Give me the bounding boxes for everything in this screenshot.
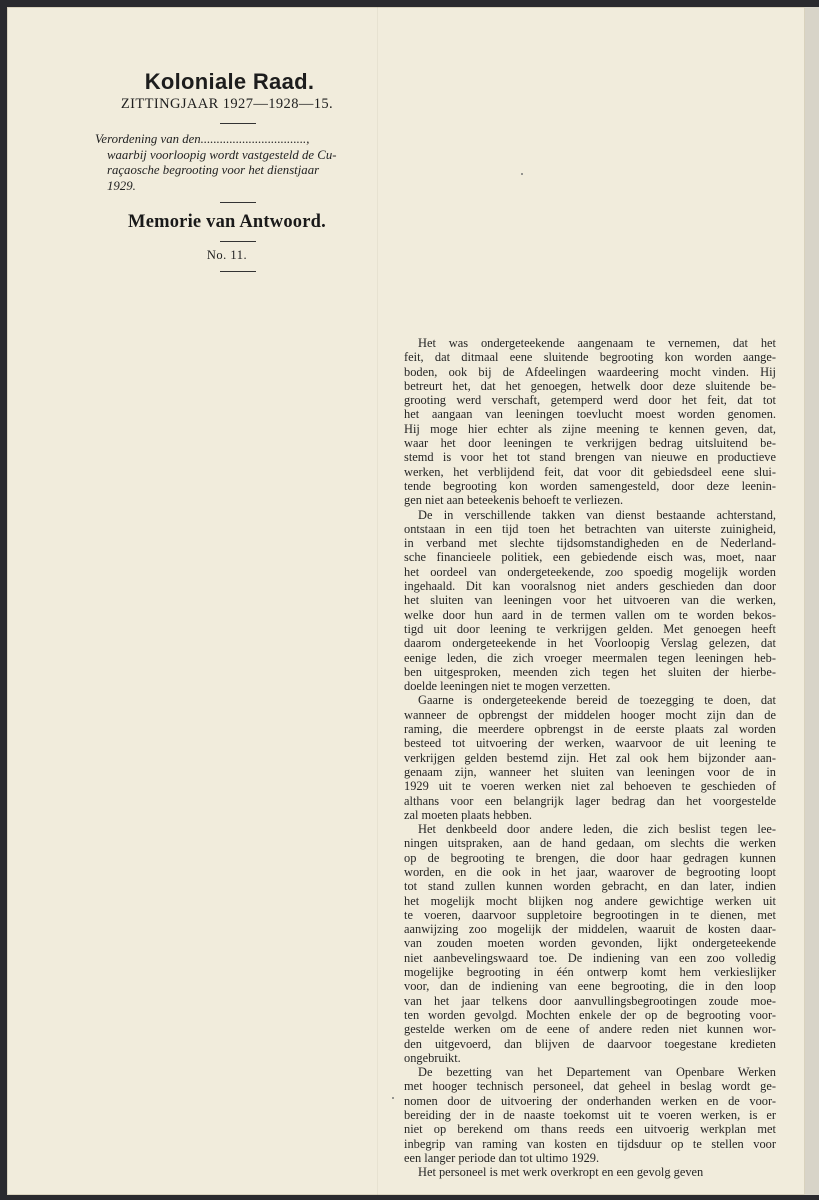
- paragraph-line: tigd uit door leening te verkrijgen gelden. Met genoegen heeft: [404, 621, 776, 636]
- paper-speck: [521, 173, 523, 175]
- paragraph-line: welke door hun aard in de termen vallen om te worden bekos-: [404, 607, 776, 622]
- document-page: [7, 7, 805, 1195]
- council-title: Koloniale Raad.: [144, 69, 315, 94]
- paragraph-line: sche financieele politiek, een gebiedende eisch was, moet, naar: [404, 550, 776, 565]
- paragraph-line: mogelijke begrooting in één ontwerp komt hem verkieslijker: [404, 965, 776, 980]
- paragraph-line: een langer periode dan tot ultimo 1929.: [404, 1150, 600, 1165]
- session-year: ZITTINGJAAR 1927—1928—15.: [120, 96, 334, 112]
- ordinance-line: Verordening van den.................................,: [95, 132, 310, 146]
- paragraph-line: inbegrip van raming van kosten en tijdsduur op te stellen voor: [404, 1136, 776, 1151]
- paragraph-line: feit, dat ditmaal eene sluitende begrooting kon worden aange-: [404, 350, 776, 365]
- paragraph-line: niet op berekend om thans reeds een uitvoerig werkplan met: [404, 1122, 776, 1137]
- paragraph-line: daarom ondergeteekende in het Voorloopig Verslag gelezen, dat: [404, 636, 776, 651]
- paragraph-line: van het jaar telkens door aanvullingsbegrootingen zoude moe-: [404, 993, 776, 1008]
- paragraph-line: Het was ondergeteekende aangenaam te vernemen, dat het: [418, 336, 776, 350]
- paragraph-line: in verband met slechte tijdsomstandigheden en de Nederland-: [404, 536, 776, 551]
- divider-rule: [220, 271, 256, 272]
- paragraph-line: doelde leeningen niet te mogen verzetten.: [404, 679, 611, 694]
- body-paragraph: [404, 822, 776, 1065]
- paragraph-line: worden, en die ook in het jaar, waarover de begrooting loopt: [404, 864, 776, 879]
- paragraph-line: werken, het verblijdend feit, dat voor dit gebiedsdeel eene slui-: [404, 464, 776, 479]
- paragraph-line: betreurt het, dat het genoegen, hetwelk door deze sluitende be-: [404, 378, 776, 393]
- divider-rule: [220, 123, 256, 124]
- paper-speck: [392, 1097, 394, 1099]
- paragraph-line: van zouden moeten worden gevonden, lijkt ondergeteekende: [404, 936, 776, 951]
- paragraph-line: Gaarne is ondergeteekende bereid de toezegging te doen, dat: [418, 693, 776, 708]
- ordinance-line: raçaosche begrooting voor het dienstjaar: [107, 163, 320, 177]
- paragraph-line: gestelde werken om de eene of andere reden niet kunnen wor-: [404, 1022, 776, 1037]
- paragraph-line: tot stand zullen kunnen worden gebracht, en dan later, indien: [404, 879, 776, 894]
- paragraph-line: zal moeten plaats hebben.: [404, 807, 532, 822]
- paragraph-line: aanwijzing zoo mogelijk der middelen, waaruit de kosten daar-: [404, 922, 776, 937]
- divider-rule: [220, 202, 256, 203]
- paragraph-line: genaam zijn, wanneer het sluiten van leeningen voor de in: [404, 764, 776, 779]
- paragraph-line: stemd is voor het tot stand brengen van nieuwe en productieve: [404, 450, 776, 465]
- paragraph-line: grooting werd verschaft, getemperd werd door het feit, dat tot: [404, 393, 776, 408]
- paragraph-line: den uitgevoerd, dan blijven de daarvoor toegestane kredieten: [404, 1036, 776, 1051]
- paragraph-line: Hij moge hier echter als zijne meening te kennen geven, dat,: [404, 421, 776, 436]
- paragraph-line: althans voor een belangrijk lager bedrag dan het voorgestelde: [404, 793, 776, 808]
- paragraph-line: gen niet aan beteekenis behoeft te verliezen.: [404, 493, 624, 508]
- paragraph-line: waar het door leeningen te verkrijgen bedrag uitsluitend be-: [404, 436, 776, 451]
- page-fold: [377, 7, 378, 1195]
- paragraph-line: het aangaan van leeningen toevlucht moest worden genomen.: [404, 407, 776, 422]
- body-paragraph: [404, 1165, 776, 1179]
- paragraph-line: ben uitgesproken, meenden zich tegen het sluiten der hierbe-: [404, 664, 776, 679]
- paragraph-line: verkrijgen gelden bestemd zijn. Het zal ook hem bijzonder aan-: [404, 750, 776, 765]
- ordinance-line: waarbij voorloopig wordt vastgesteld de Cu-: [107, 147, 337, 162]
- paragraph-line: tende begrooting kon worden samengesteld, door deze leenin-: [404, 478, 776, 493]
- body-paragraph: [404, 693, 776, 822]
- paragraph-line: ontstaan in een tijd toen het betrachten van uiterste zuinigheid,: [404, 521, 776, 536]
- paragraph-line: boden, ook bij de Afdeelingen waardeering mocht vinden. Hij: [404, 364, 776, 379]
- paragraph-line: het mogelijk mocht blijken nog andere gewichtige werken uit: [404, 893, 776, 908]
- paragraph-line: 1929 uit te voeren werken niet zal behoeven te geschieden of: [404, 779, 776, 794]
- paragraph-line: De bezetting van het Departement van Openbare Werken: [418, 1065, 776, 1080]
- paragraph-line: ingehaald. Dit kan vooralsnog niet anders geschieden dan door: [404, 579, 776, 594]
- paragraph-line: wanneer de opbrengst der middelen hooger mocht zijn dan de: [404, 707, 776, 722]
- scan-edge: [805, 7, 819, 1195]
- divider-rule: [220, 241, 256, 242]
- paragraph-line: eenige leden, die zich vroeger meermalen tegen leeningen heb-: [404, 650, 776, 665]
- paragraph-line: nomen door de uitvoering der onderhanden werken en de voor-: [404, 1093, 776, 1108]
- body-text: [404, 336, 776, 1180]
- paragraph-line: besteed tot uitvoering der werken, waarvoor de uit leening te: [404, 736, 776, 751]
- paragraph-line: ningen uitspraken, aan de hand gedaan, om slechts die werken: [404, 836, 776, 851]
- paragraph-line: het oordeel van ondergeteekende, zoo spoedig mogelijk worden: [404, 564, 776, 579]
- document-title: Memorie van Antwoord.: [128, 212, 326, 232]
- paragraph-line: Het personeel is met werk overkropt en een gevolg geven: [418, 1165, 704, 1180]
- paragraph-line: bereiding der in de naaste toekomst uit te voeren werken, is er: [404, 1108, 776, 1123]
- paragraph-line: voor, dan de indiening van eene begrooting, die in den loop: [404, 979, 776, 994]
- body-paragraph: [404, 1065, 776, 1165]
- document-header: [87, 69, 357, 272]
- document-number: No. 11.: [206, 248, 248, 262]
- paragraph-line: Het denkbeeld door andere leden, die zich beslist tegen lee-: [418, 822, 776, 837]
- body-paragraph: [404, 336, 776, 508]
- paragraph-line: op de begrooting te brengen, die door haar gedragen kunnen: [404, 850, 776, 865]
- body-paragraph: [404, 508, 776, 694]
- ordinance-description: [95, 132, 350, 194]
- paragraph-line: raming, die meerdere opbrengst in de eerste plaats zal worden: [404, 722, 776, 737]
- paragraph-line: niet aanbevelingswaard toe. De indiening van een zoo volledig: [404, 950, 776, 965]
- paragraph-line: het sluiten van leeningen voor het uitvoeren van die werken,: [404, 593, 776, 608]
- paragraph-line: ten worden gevolgd. Mochten enkele der op de begrooting voor-: [404, 1007, 776, 1022]
- paragraph-line: te voeren, daarvoor suppletoire begrootingen in te dienen, met: [404, 907, 776, 922]
- ordinance-line: 1929.: [107, 178, 136, 193]
- paragraph-line: met hooger technisch personeel, dat geheel in beslag wordt ge-: [404, 1079, 776, 1094]
- paragraph-line: De in verschillende takken van dienst bestaande achterstand,: [418, 507, 776, 522]
- paragraph-line: ongebruikt.: [404, 1050, 461, 1065]
